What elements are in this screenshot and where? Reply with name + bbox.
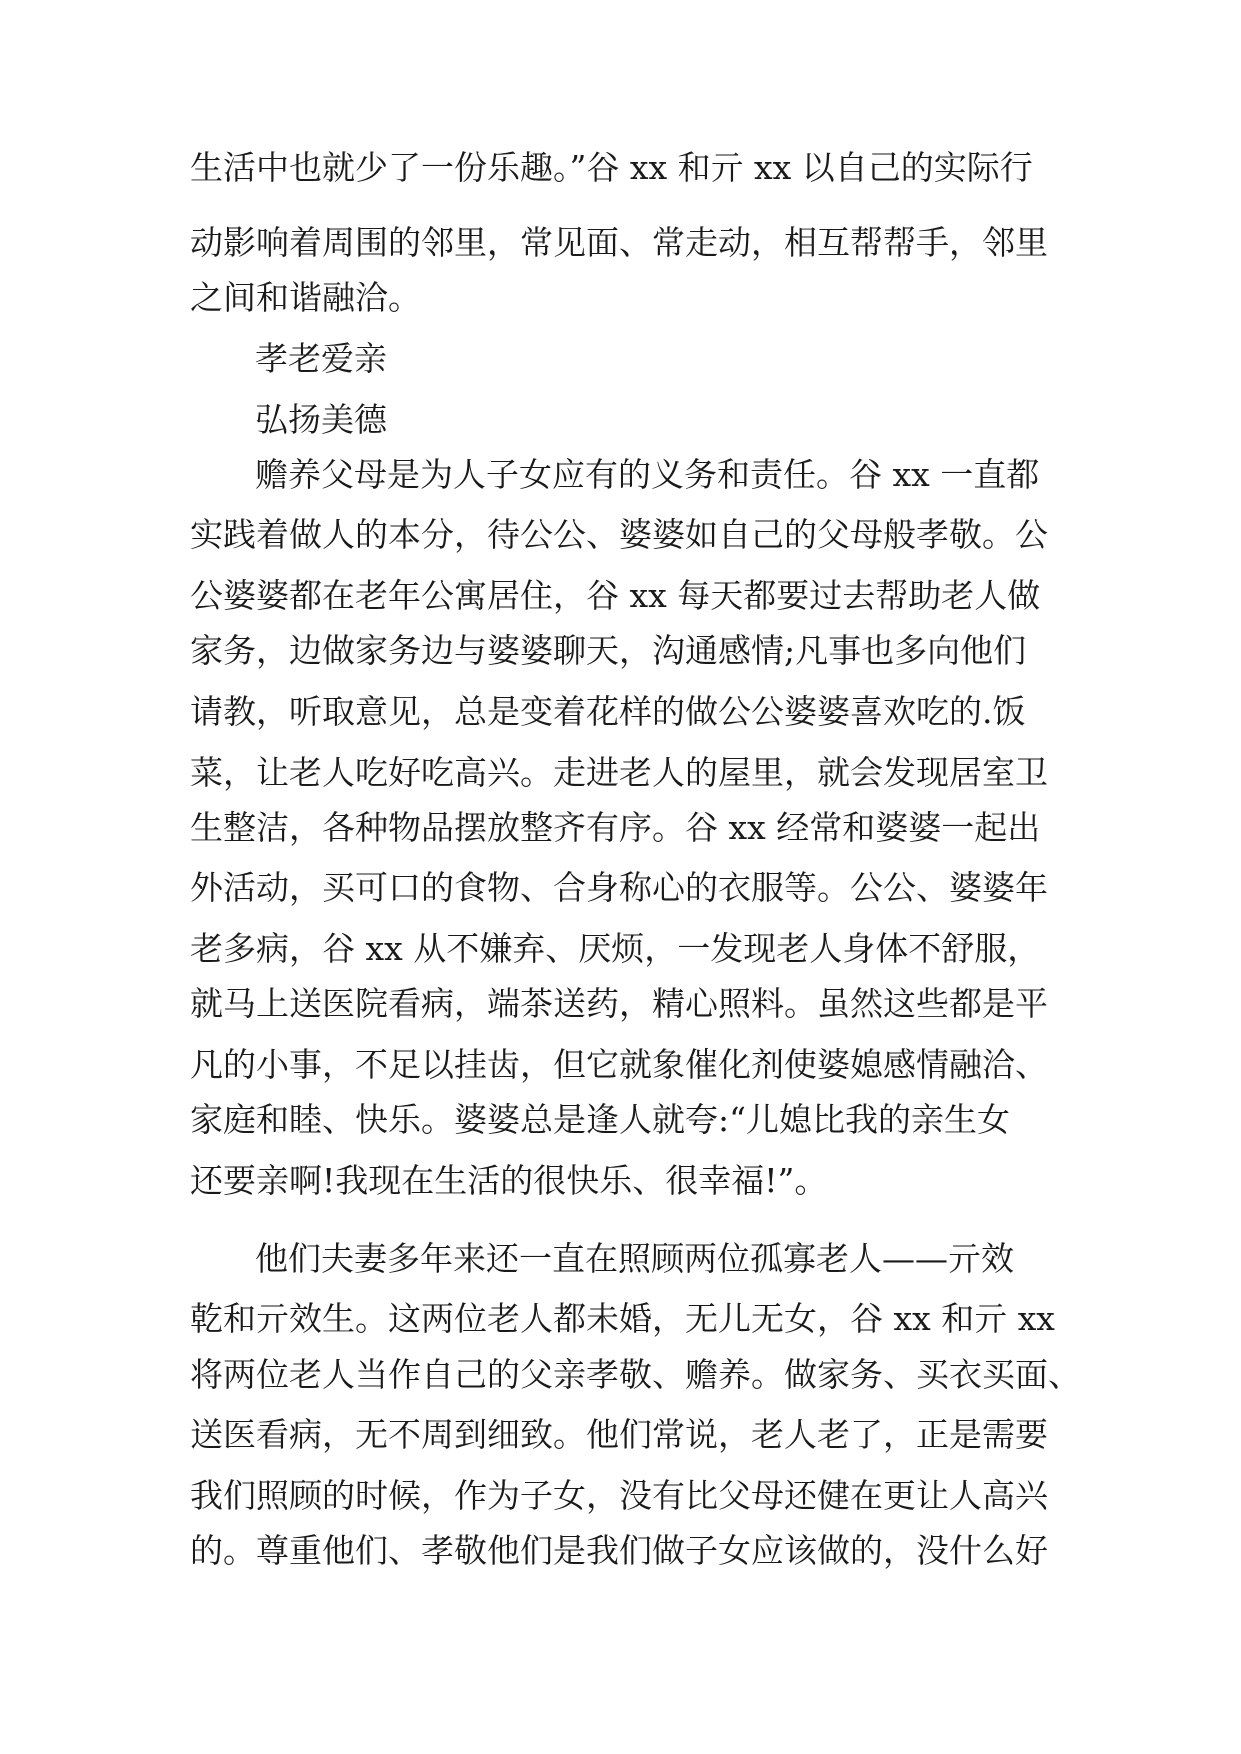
text-line: 外活动，买可口的食物、合身称心的衣服等。公公、婆婆年 bbox=[190, 868, 1048, 907]
text-line: 就马上送医院看病，端茶送药，精心照料。虽然这些都是平 bbox=[190, 984, 1048, 1023]
text-line: 我们照顾的时候，作为子女，没有比父母还健在更让人高兴 bbox=[190, 1476, 1048, 1515]
text-line: 实践着做人的本分，待公公、婆婆如自己的父母般孝敬。公 bbox=[190, 515, 1048, 554]
text-line: 赡养父母是为人子女应有的义务和责任。谷 xx 一直都 bbox=[255, 455, 1040, 494]
text-line: 还要亲啊!我现在生活的很快乐、很幸福!”。 bbox=[190, 1161, 828, 1200]
text-line: 家庭和睦、快乐。婆婆总是逢人就夸:“儿媳比我的亲生女 bbox=[190, 1100, 1010, 1139]
text-line: 请教，听取意见，总是变着花样的做公公婆婆喜欢吃的.饭 bbox=[190, 692, 1026, 731]
text-line: 送医看病，无不周到细致。他们常说，老人老了，正是需要 bbox=[190, 1415, 1048, 1454]
text-line: 生活中也就少了一份乐趣。”谷 xx 和亓 xx 以自己的实际行 bbox=[190, 148, 1033, 187]
text-line: 动影响着周围的邻里，常见面、常走动，相互帮帮手，邻里 bbox=[190, 223, 1048, 262]
text-line: 老多病，谷 xx 从不嫌弃、厌烦，一发现老人身体不舒服， bbox=[190, 929, 1041, 968]
text-line: 公婆婆都在老年公寓居住，谷 xx 每天都要过去帮助老人做 bbox=[190, 576, 1041, 615]
text-line: 生整洁，各种物品摆放整齐有序。谷 xx 经常和婆婆一起出 bbox=[190, 808, 1041, 847]
text-line: 凡的小事，不足以挂齿，但它就象催化剂使婆媳感情融洽、 bbox=[190, 1045, 1048, 1084]
section-heading: 弘扬美德 bbox=[255, 400, 387, 439]
text-line: 乾和亓效生。这两位老人都未婚，无儿无女，谷 xx 和亓 xx bbox=[190, 1299, 1055, 1338]
section-heading: 孝老爱亲 bbox=[255, 339, 387, 378]
text-line: 的。尊重他们、孝敬他们是我们做子女应该做的，没什么好 bbox=[190, 1531, 1048, 1570]
text-line: 之间和谐融洽。 bbox=[190, 278, 421, 317]
text-line: 他们夫妻多年来还一直在照顾两位孤寡老人——亓效 bbox=[255, 1239, 1014, 1278]
text-line: 家务，边做家务边与婆婆聊天，沟通感情;凡事也多向他们 bbox=[190, 631, 1027, 670]
text-line: 将两位老人当作自己的父亲孝敬、赡养。做家务、买衣买面、 bbox=[190, 1355, 1081, 1394]
text-line: 菜，让老人吃好吃高兴。走进老人的屋里，就会发现居室卫 bbox=[190, 753, 1048, 792]
